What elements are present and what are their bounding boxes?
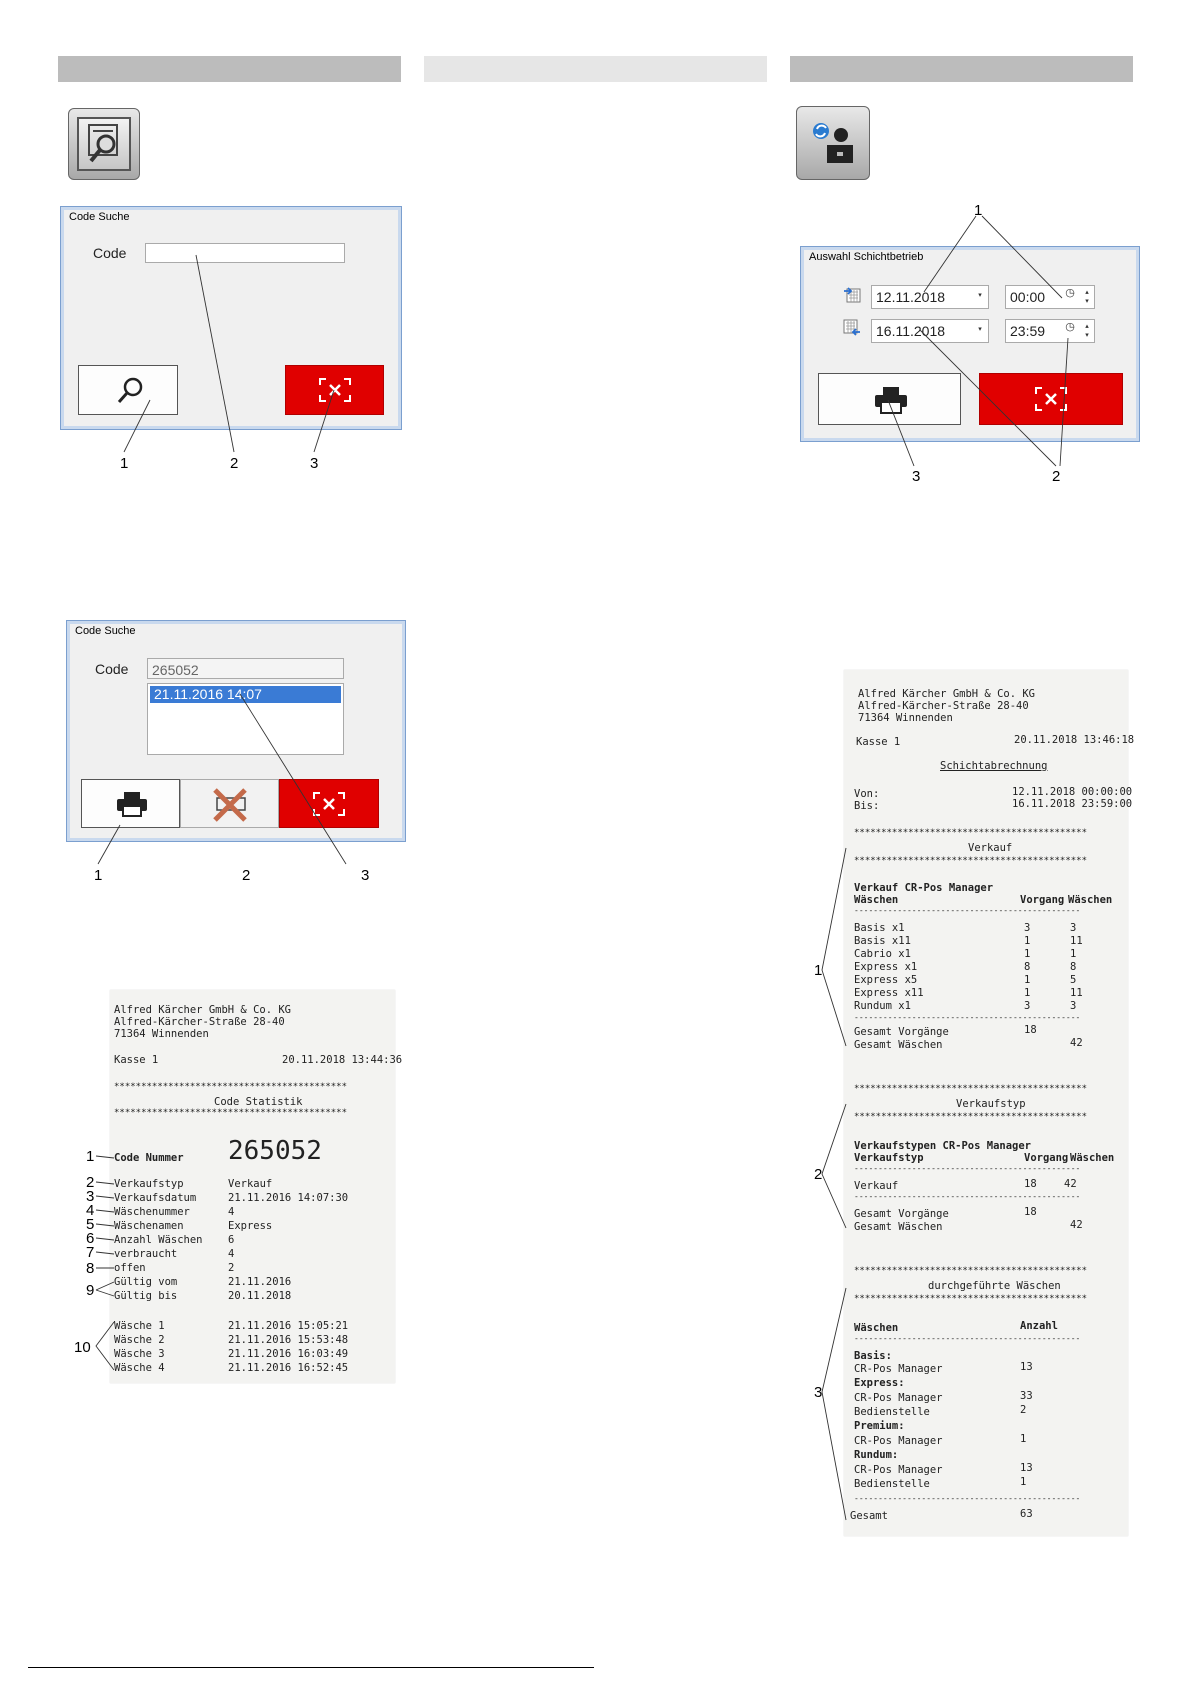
receipt-company: Alfred Kärcher GmbH & Co. KG xyxy=(858,688,1036,700)
wash-label: Wäsche 4 xyxy=(114,1362,165,1374)
sec1-col3: Wäschen xyxy=(1068,894,1113,906)
wash-value: 21.11.2016 15:05:21 xyxy=(228,1320,349,1332)
callout-2: 2 xyxy=(86,1174,95,1191)
receipt-dashes: ----------------------------------------------- xyxy=(854,1192,1081,1201)
time-stepper[interactable]: ▴ ▾ xyxy=(1085,289,1089,305)
sec1-row-name: Express x5 xyxy=(854,974,918,986)
row-label: Verkaufstyp xyxy=(114,1178,184,1190)
callout-5: 5 xyxy=(86,1216,95,1233)
receipt-timestamp: 20.11.2018 13:44:36 xyxy=(282,1054,403,1066)
sec3-col2: Anzahl xyxy=(1020,1320,1058,1332)
sec2-row-b: 42 xyxy=(1064,1178,1077,1190)
sec1-row-name: Cabrio x1 xyxy=(854,948,911,960)
receipt-stars: ******************************************* xyxy=(854,1112,1087,1122)
sec1-row-a: 1 xyxy=(1024,974,1031,986)
section-header-middle xyxy=(424,56,767,82)
code-search-dialog xyxy=(60,206,402,430)
sec2-total-waeschen: 42 xyxy=(1070,1219,1083,1231)
callout-1: 1 xyxy=(86,1148,95,1165)
sec3-row-value: 1 xyxy=(1020,1476,1027,1488)
sec1-row-b: 8 xyxy=(1070,961,1077,973)
sec1-row-b: 11 xyxy=(1070,935,1083,947)
row-value: 6 xyxy=(228,1234,235,1246)
total-vorgaenge-label: Gesamt Vorgänge xyxy=(854,1026,949,1038)
row-value: 2 xyxy=(228,1262,235,1274)
total-waeschen-label: Gesamt Wäschen xyxy=(854,1221,943,1233)
sec1-row-b: 3 xyxy=(1070,922,1077,934)
wash-value: 21.11.2016 16:03:49 xyxy=(228,1348,349,1360)
cancel-button[interactable] xyxy=(979,373,1123,425)
sec3-row-name: CR-Pos Manager xyxy=(854,1363,943,1375)
result-listbox[interactable] xyxy=(147,683,344,755)
row-label: Wäschenummer xyxy=(114,1206,190,1218)
section-title-verkauf: Verkauf xyxy=(968,842,1013,854)
row-label: Verkaufsdatum xyxy=(114,1192,197,1204)
code-search-app-icon[interactable] xyxy=(68,108,140,180)
printer-icon xyxy=(874,386,908,414)
callout-10: 10 xyxy=(74,1339,91,1356)
close-icon xyxy=(318,377,352,403)
von-value: 12.11.2018 00:00:00 xyxy=(1012,786,1133,798)
code-statistics-receipt xyxy=(110,990,403,1383)
row-value: 4 xyxy=(228,1206,235,1218)
magnifier-document-icon xyxy=(77,117,131,171)
callout-3: 3 xyxy=(912,468,921,485)
receipt-dashes: ----------------------------------------------- xyxy=(854,1013,1081,1022)
footer-rule xyxy=(28,1667,594,1668)
list-item-selected[interactable]: 21.11.2016 14:07 xyxy=(150,686,341,703)
wash-label: Wäsche 2 xyxy=(114,1334,165,1346)
receipt-stars: ******************************************* xyxy=(854,856,1087,866)
callout-1: 1 xyxy=(94,867,103,884)
cancel-button[interactable] xyxy=(285,365,384,415)
dialog-title: Code Suche xyxy=(69,211,130,223)
row-value: 4 xyxy=(228,1248,235,1260)
close-icon xyxy=(1034,386,1068,412)
wash-value: 21.11.2016 15:53:48 xyxy=(228,1334,349,1346)
code-input[interactable] xyxy=(145,243,345,263)
row-value: 21.11.2016 14:07:30 xyxy=(228,1192,349,1204)
sec2-subtitle: Verkaufstypen CR-Pos Manager xyxy=(854,1140,1032,1152)
close-button[interactable] xyxy=(279,779,379,828)
receipt-stars: ******************************************* xyxy=(854,1266,1087,1276)
section-title-durchgefuehrte: durchgeführte Wäschen xyxy=(928,1280,1061,1292)
print-button[interactable] xyxy=(818,373,961,425)
sec1-row-name: Express x11 xyxy=(854,987,924,999)
code-number-label: Code Nummer xyxy=(114,1152,184,1164)
receipt-stars: ******************************************* xyxy=(114,1082,347,1092)
sec1-row-b: 5 xyxy=(1070,974,1077,986)
callout-2: 2 xyxy=(230,455,239,472)
from-date-input[interactable]: 12.11.2018 xyxy=(871,285,989,309)
sec3-total: 63 xyxy=(1020,1508,1033,1520)
sec1-row-b: 11 xyxy=(1070,987,1083,999)
callout-6: 6 xyxy=(86,1230,95,1247)
sec3-row-name: Premium: xyxy=(854,1420,905,1432)
sec1-row-a: 1 xyxy=(1024,948,1031,960)
row-label: verbraucht xyxy=(114,1248,178,1260)
row-label: Anzahl Wäschen xyxy=(114,1234,203,1246)
bis-label: Bis: xyxy=(854,800,880,812)
sec3-row-name: Basis: xyxy=(854,1350,892,1362)
sec3-row-value: 1 xyxy=(1020,1433,1027,1445)
sec3-row-name: Bedienstelle xyxy=(854,1478,930,1490)
sec1-row-name: Rundum x1 xyxy=(854,1000,911,1012)
clock-icon: ◷ xyxy=(1065,287,1075,299)
sec1-col1: Wäschen xyxy=(854,894,899,906)
callout-4: 4 xyxy=(86,1202,95,1219)
sec3-row-name: Bedienstelle xyxy=(854,1406,930,1418)
receipt-city: 71364 Winnenden xyxy=(858,712,953,724)
sec3-row-name: Rundum: xyxy=(854,1449,899,1461)
sec3-total-label: Gesamt xyxy=(850,1510,888,1522)
section-header-right xyxy=(790,56,1133,82)
code-label: Code xyxy=(95,661,129,677)
print-button[interactable] xyxy=(81,779,180,828)
receipt-timestamp: 20.11.2018 13:46:18 xyxy=(1014,734,1135,746)
receipt-stars: ******************************************* xyxy=(854,1084,1087,1094)
search-button[interactable] xyxy=(78,365,178,415)
row-value: 21.11.2016 xyxy=(228,1276,292,1288)
receipt-dashes: ----------------------------------------------- xyxy=(854,906,1081,915)
sec3-row-name: CR-Pos Manager xyxy=(854,1435,943,1447)
sec3-row-value: 2 xyxy=(1020,1404,1027,1416)
sec2-col3: Wäschen xyxy=(1070,1152,1115,1164)
callout-3: 3 xyxy=(86,1188,95,1205)
sec1-row-name: Basis x11 xyxy=(854,935,911,947)
printer-icon xyxy=(116,791,148,817)
wash-value: 21.11.2016 16:52:45 xyxy=(228,1362,349,1374)
shift-selection-dialog xyxy=(800,246,1140,442)
sec1-row-name: Express x1 xyxy=(854,961,918,973)
row-value: Verkauf xyxy=(228,1178,273,1190)
bis-value: 16.11.2018 23:59:00 xyxy=(1012,798,1133,810)
receipt-dashes: ----------------------------------------------- xyxy=(854,1164,1081,1173)
sec2-col1: Verkaufstyp xyxy=(854,1152,924,1164)
chevron-down-icon[interactable]: ▾ xyxy=(978,292,982,299)
receipt-city: 71364 Winnenden xyxy=(114,1028,209,1040)
sec1-row-a: 3 xyxy=(1024,1000,1031,1012)
von-label: Von: xyxy=(854,788,880,800)
row-label: Gültig vom xyxy=(114,1276,178,1288)
receipt-company: Alfred Kärcher GmbH & Co. KG xyxy=(114,1004,292,1016)
receipt-stars: ******************************************* xyxy=(854,1294,1087,1304)
sec1-row-b: 1 xyxy=(1070,948,1077,960)
callout-2: 2 xyxy=(1052,468,1061,485)
sec2-col2: Vorgang xyxy=(1024,1152,1069,1164)
receipt-stars: ******************************************* xyxy=(114,1108,347,1118)
shift-report-app-icon[interactable] xyxy=(796,106,870,180)
callout-3: 3 xyxy=(310,455,319,472)
callout-8: 8 xyxy=(86,1260,95,1277)
total-vorgaenge: 18 xyxy=(1024,1024,1037,1036)
sec1-col2: Vorgang xyxy=(1020,894,1065,906)
time-stepper[interactable]: ▴ ▾ xyxy=(1085,323,1089,339)
callout-2: 2 xyxy=(814,1166,823,1183)
receipt-dashes: ----------------------------------------------- xyxy=(854,1494,1081,1503)
row-label: Gültig bis xyxy=(114,1290,178,1302)
section-header-left xyxy=(58,56,401,82)
receipt-stars: ******************************************* xyxy=(854,828,1087,838)
receipt-street: Alfred-Kärcher-Straße 28-40 xyxy=(114,1016,285,1028)
receipt-heading: Code Statistik xyxy=(214,1096,303,1108)
calendar-start-icon xyxy=(843,285,861,303)
wash-label: Wäsche 3 xyxy=(114,1348,165,1360)
sec2-row-a: 18 xyxy=(1024,1178,1037,1190)
calendar-end-icon xyxy=(843,319,861,337)
section-title-verkaufstyp: Verkaufstyp xyxy=(956,1098,1026,1110)
search-icon xyxy=(115,375,145,405)
to-time-input[interactable]: 23:59 xyxy=(1005,319,1095,343)
sec1-row-a: 1 xyxy=(1024,935,1031,947)
sec1-row-a: 1 xyxy=(1024,987,1031,999)
clock-icon: ◷ xyxy=(1065,321,1075,333)
receipt-register: Kasse 1 xyxy=(114,1054,159,1066)
refresh-person-icon xyxy=(811,119,859,167)
receipt-street: Alfred-Kärcher-Straße 28-40 xyxy=(858,700,1029,712)
callout-7: 7 xyxy=(86,1244,95,1261)
to-date-input[interactable]: 16.11.2018 xyxy=(871,319,989,343)
dialog-title: Auswahl Schichtbetrieb xyxy=(809,251,924,263)
callout-1: 1 xyxy=(814,962,823,979)
receipt-title: Schichtabrechnung xyxy=(940,760,1048,772)
total-waeschen-label: Gesamt Wäschen xyxy=(854,1039,943,1051)
callout-2: 2 xyxy=(242,867,251,884)
sec1-row-a: 3 xyxy=(1024,922,1031,934)
receipt-register: Kasse 1 xyxy=(856,736,901,748)
sec3-row-value: 13 xyxy=(1020,1361,1033,1373)
row-value: Express xyxy=(228,1220,273,1232)
code-label: Code xyxy=(93,245,127,261)
cancel-code-button[interactable] xyxy=(180,779,279,828)
receipt-dashes: ----------------------------------------------- xyxy=(854,1334,1081,1343)
wash-label: Wäsche 1 xyxy=(114,1320,165,1332)
sec1-subtitle: Verkauf CR-Pos Manager xyxy=(854,882,994,894)
close-icon xyxy=(312,791,346,817)
callout-9: 9 xyxy=(86,1282,95,1299)
sec3-row-value: 33 xyxy=(1020,1390,1033,1402)
row-label: Wäschenamen xyxy=(114,1220,184,1232)
callout-3: 3 xyxy=(814,1384,823,1401)
sec2-total-vorgaenge: 18 xyxy=(1024,1206,1037,1218)
sec3-col1: Wäschen xyxy=(854,1322,899,1334)
delete-code-icon xyxy=(211,788,251,822)
total-waeschen: 42 xyxy=(1070,1037,1083,1049)
sec3-row-value: 13 xyxy=(1020,1462,1033,1474)
chevron-down-icon[interactable]: ▾ xyxy=(978,326,982,333)
sec3-row-name: CR-Pos Manager xyxy=(854,1464,943,1476)
from-time-input[interactable]: 00:00 xyxy=(1005,285,1095,309)
dialog-title: Code Suche xyxy=(75,625,136,637)
code-number: 265052 xyxy=(228,1136,322,1166)
shift-report-receipt xyxy=(844,670,1135,1536)
sec1-row-name: Basis x1 xyxy=(854,922,905,934)
sec1-row-a: 8 xyxy=(1024,961,1031,973)
sec2-row-name: Verkauf xyxy=(854,1180,899,1192)
total-vorgaenge-label: Gesamt Vorgänge xyxy=(854,1208,949,1220)
sec3-row-name: CR-Pos Manager xyxy=(854,1392,943,1404)
code-search-result-dialog xyxy=(66,620,406,842)
sec3-row-name: Express: xyxy=(854,1377,905,1389)
callout-3: 3 xyxy=(361,867,370,884)
row-value: 20.11.2018 xyxy=(228,1290,292,1302)
callout-1: 1 xyxy=(974,202,983,219)
callout-1: 1 xyxy=(120,455,129,472)
code-input[interactable]: 265052 xyxy=(147,658,344,679)
row-label: offen xyxy=(114,1262,146,1274)
sec1-row-b: 3 xyxy=(1070,1000,1077,1012)
